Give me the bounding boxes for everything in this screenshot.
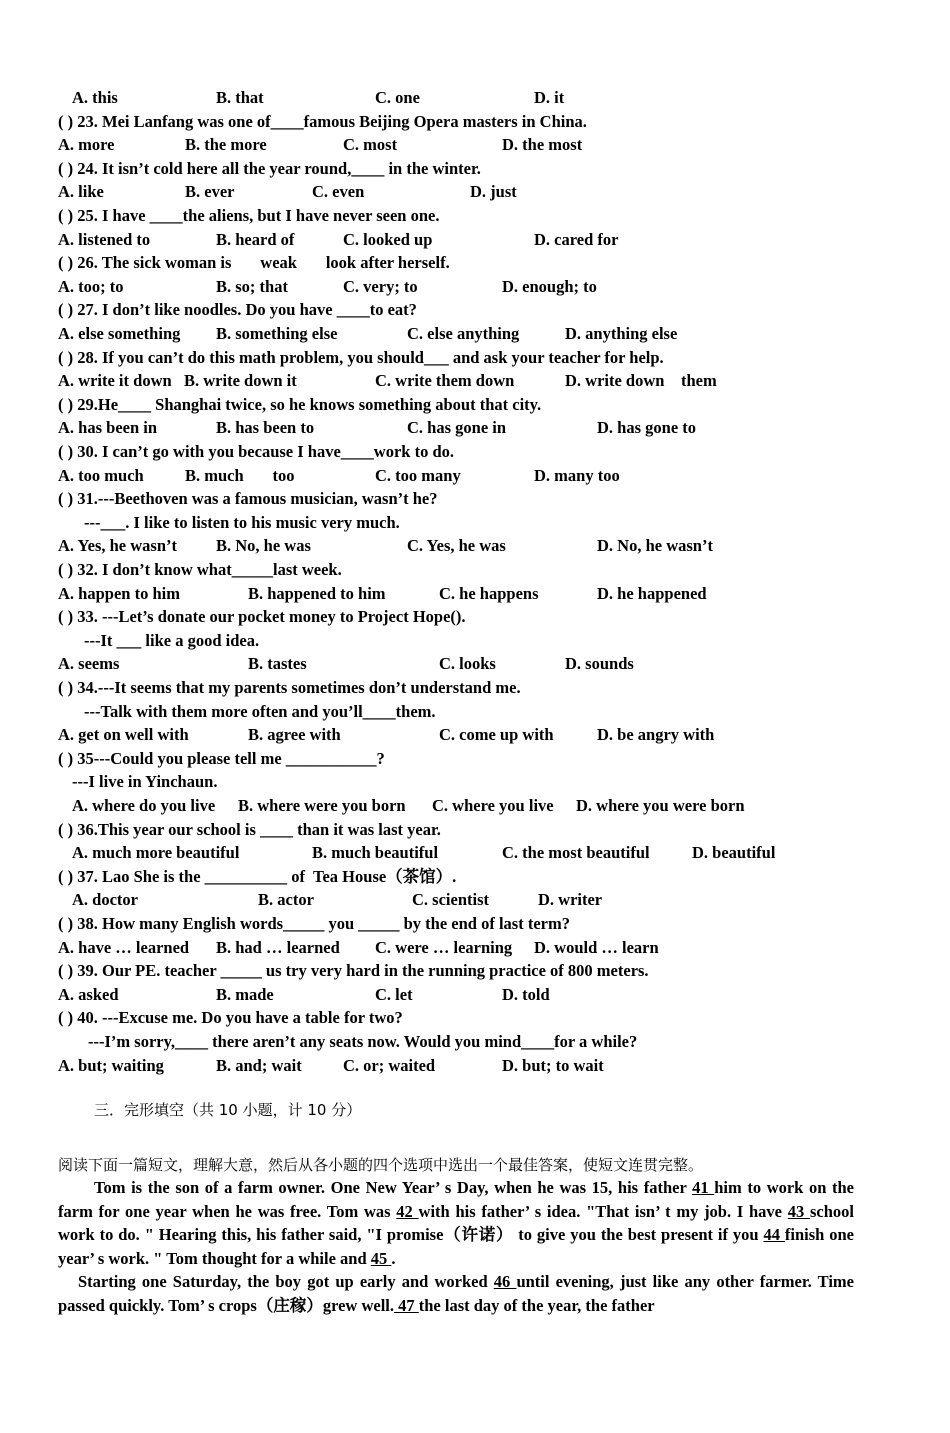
question-35-stem-2: ---I live in Yinchaun. [72, 772, 218, 792]
option-d: D. he happened [597, 583, 707, 603]
question-32-stem: ( ) 32. I don’t know what_____last week. [58, 560, 342, 579]
option-a: A. too much [58, 465, 144, 485]
option-d: D. but; to wait [502, 1055, 604, 1075]
option-b: B. and; wait [216, 1055, 302, 1075]
option-d: D. the most [502, 135, 583, 155]
option-a: A. like [58, 182, 104, 202]
question-28-stem: ( ) 28. If you can’t do this math problem, you should___ and ask your teacher for help. [58, 347, 664, 367]
option-d: D. anything else [565, 324, 678, 343]
question-40-stem-2: ---I’m sorry,____ there aren’t any seats now. Would you mind____for a while? [88, 1032, 638, 1051]
question-24-stem: ( ) 24. It isn’t cold here all the year round,____ in the winter. [58, 158, 481, 178]
blank-42: 42 [396, 1201, 419, 1221]
blank-46: 46 [493, 1272, 517, 1291]
option-d: D. cared for [534, 229, 619, 249]
blank-43: 43 [787, 1201, 810, 1221]
question-25-stem: ( ) 25. I have ____the aliens, but I have never seen one. [58, 206, 440, 225]
option-c: C. else anything [407, 324, 520, 343]
option-c: C. come up with [439, 725, 554, 745]
option-c: C. looked up [343, 229, 433, 249]
option-c: C. the most beautiful [502, 843, 650, 863]
blank-44: 44 [763, 1225, 785, 1245]
option-c: C. let [375, 984, 413, 1004]
passage-text: the last day of the year, the father [418, 1295, 655, 1315]
option-d: D. writer [538, 890, 603, 910]
option-c: C. scientist [412, 890, 489, 910]
question-31-stem-2: ---___. I like to listen to his music very much. [84, 512, 400, 532]
option-c: C. write them down [375, 371, 515, 391]
passage-text: finish one year’ s work. " Tom thought for a while and [58, 1225, 855, 1268]
question-35-stem: ( ) 35---Could you please tell me ___________? [58, 748, 385, 768]
section-instruction: 阅读下面一篇短文，理解大意，然后从各小题的四个选项中选出一个最佳答案，使短文连贯完整。 [58, 1156, 704, 1174]
blank-41: 41 [692, 1178, 715, 1197]
passage-text: until evening, just like any other farmer. Time passed quickly. Tom’ s crops（庄稼）grew well. [58, 1272, 855, 1315]
option-b: B. has been to [216, 418, 315, 438]
option-d: D. beautiful [692, 843, 776, 863]
option-d: D. many too [534, 465, 620, 485]
option-d: D. No, he wasn’t [597, 536, 713, 556]
question-31-stem: ( ) 31.---Beethoven was a famous musician, wasn’t he? [58, 489, 438, 509]
option-b: B. where were you born [238, 796, 406, 815]
option-a: A. listened to [58, 229, 151, 249]
option-c: C. even [312, 182, 365, 202]
option-a: A. where do you live [72, 796, 216, 815]
option-a: A. asked [58, 984, 119, 1004]
option-a: A. else something [58, 324, 181, 343]
passage-text: Starting one Saturday, the boy got up early and worked [78, 1272, 494, 1291]
option-c: C. very; to [343, 276, 418, 296]
passage-text: school work to do. " Hearing this, his father said, "I promise（许诺） to give you the best present if you [58, 1201, 855, 1245]
option-c: C. too many [375, 465, 461, 485]
option-c: C. where you live [432, 796, 554, 815]
option-b: B. so; that [216, 276, 288, 296]
question-34-stem: ( ) 34.---It seems that my parents sometimes don’t understand me. [58, 678, 521, 697]
question-40-stem: ( ) 40. ---Excuse me. Do you have a table for two? [58, 1008, 403, 1028]
option-b: B. actor [258, 890, 314, 910]
question-29-stem: ( ) 29.He____ Shanghai twice, so he knows something about that city. [58, 394, 542, 414]
question-39-stem: ( ) 39. Our PE. teacher _____ us try very hard in the running practice of 800 meters. [58, 961, 649, 981]
option-b: B. agree with [248, 725, 341, 745]
question-37-stem: ( ) 37. Lao She is the __________ of Tea House（茶馆）. [58, 866, 457, 886]
passage-paragraph-1 [58, 1176, 854, 1270]
option-a: A. more [58, 135, 115, 155]
question-38-stem: ( ) 38. How many English words_____ you _____ by the end of last term? [58, 914, 570, 933]
option-a: A. this [72, 88, 118, 107]
option-a: A. too; to [58, 276, 124, 296]
option-a: A. write it down [58, 371, 172, 391]
option-b: B. that [216, 88, 264, 107]
option-b: B. had … learned [216, 937, 340, 957]
passage-text: with his father’ s idea. "That isn’ t my job. I have [418, 1201, 788, 1221]
passage-text: him to work on the farm for one year when he was free. Tom was [58, 1178, 855, 1221]
option-b: B. write down it [184, 371, 297, 391]
option-c: C. has gone in [407, 418, 507, 438]
question-36-stem: ( ) 36.This year our school is ____ than it was last year. [58, 819, 441, 839]
question-30-stem: ( ) 30. I can’t go with you because I have____work to do. [58, 442, 454, 461]
question-27-stem: ( ) 27. I don’t like noodles. Do you have ____to eat? [58, 300, 417, 320]
option-b: B. the more [185, 135, 267, 155]
option-a: A. Yes, he wasn’t [58, 536, 178, 556]
option-d: D. would … learn [534, 937, 659, 957]
option-b: B. something else [216, 324, 338, 343]
option-c: C. or; waited [343, 1055, 436, 1075]
option-a: A. doctor [72, 890, 138, 910]
option-b: B. No, he was [216, 536, 311, 556]
option-c: C. looks [439, 654, 496, 674]
option-d: D. it [534, 88, 565, 107]
option-d: D. has gone to [597, 418, 697, 438]
option-c: C. one [375, 88, 420, 107]
blank-45: 45 [370, 1248, 392, 1268]
option-c: C. Yes, he was [407, 536, 506, 556]
option-b: B. ever [185, 182, 235, 202]
passage-paragraph-2 [58, 1270, 854, 1317]
option-d: D. just [470, 182, 517, 202]
option-c: C. were … learning [375, 937, 513, 957]
option-d: D. enough; to [502, 276, 597, 296]
question-26-stem: ( ) 26. The sick woman is weak look after herself. [58, 253, 450, 273]
question-33-stem: ( ) 33. ---Let’s donate our pocket money to Project Hope(). [58, 607, 466, 627]
passage-text: . [391, 1248, 396, 1268]
section-heading: 三．完形填空（共 10 小题，计 10 分） [94, 1101, 362, 1119]
option-b: B. heard of [216, 229, 295, 249]
option-d: D. sounds [565, 654, 634, 674]
option-d: D. told [502, 984, 550, 1004]
option-b: B. happened to him [248, 583, 386, 603]
option-a: A. seems [58, 654, 120, 674]
option-d: D. where you were born [576, 796, 745, 815]
option-b: B. much too [185, 465, 295, 485]
option-b: B. tastes [248, 654, 307, 674]
option-a: A. has been in [58, 418, 158, 438]
option-a: A. much more beautiful [72, 843, 240, 863]
option-b: B. made [216, 984, 274, 1004]
question-33-stem-2: ---It ___ like a good idea. [84, 630, 260, 650]
question-34-stem-2: ---Talk with them more often and you’ll____them. [84, 701, 436, 721]
passage-text: Tom is the son of a farm owner. One New Year’ s Day, when he was 15, his father [94, 1178, 693, 1197]
option-a: A. have … learned [58, 937, 190, 957]
option-a: A. get on well with [58, 725, 189, 745]
option-d: D. write down them [565, 371, 717, 391]
blank-47: 47 [394, 1295, 419, 1315]
option-c: C. most [343, 135, 398, 155]
option-d: D. be angry with [597, 725, 715, 745]
option-a: A. happen to him [58, 583, 180, 603]
option-c: C. he happens [439, 583, 539, 603]
option-a: A. but; waiting [58, 1055, 164, 1075]
question-23-stem: ( ) 23. Mei Lanfang was one of____famous Beijing Opera masters in China. [58, 111, 587, 131]
option-b: B. much beautiful [312, 843, 439, 863]
